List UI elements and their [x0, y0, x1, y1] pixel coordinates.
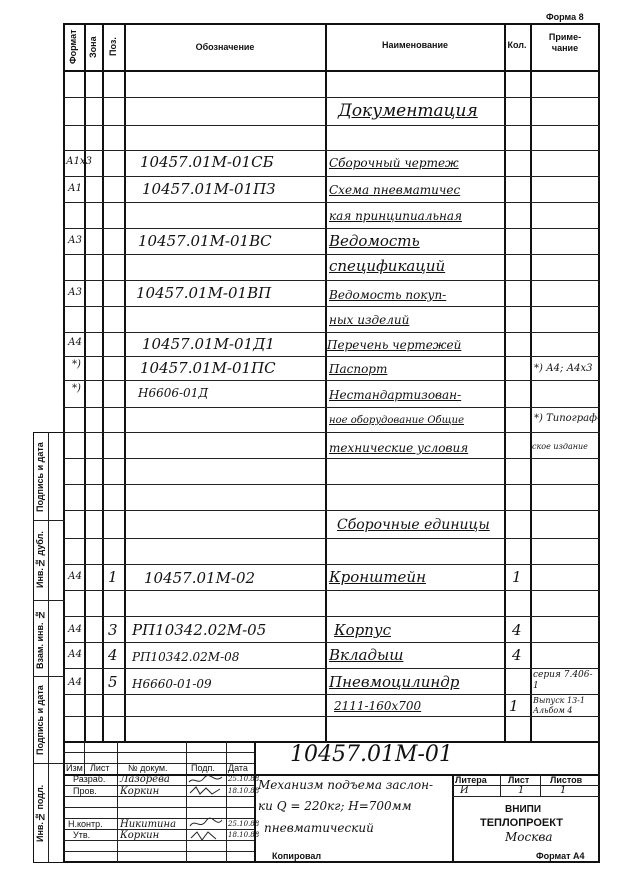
nkontr-date: 25.10.88 [228, 820, 260, 828]
row-designation: 10457.01М-01ПС [140, 359, 276, 377]
row-position: 5 [108, 673, 118, 691]
row-format: *) [72, 383, 81, 394]
nkontr-name: Никитина [120, 819, 177, 830]
row-designation: РП10342.02М-08 [132, 650, 240, 664]
header-zone: Зона [88, 36, 98, 58]
utv-name: Коркин [120, 830, 160, 841]
row-note: Выпуск 13-1 Альбом 4 [533, 696, 585, 715]
side-label-sign-date-2: Подпись и дата [35, 685, 45, 755]
side-label-orig-inv: Инв.№ подл. [35, 784, 45, 842]
title-line-3: пневматический [264, 821, 374, 835]
sheets-label: Листов [550, 775, 583, 785]
row-note: *) А4; А4х3 [534, 363, 593, 374]
row-format: А4 [68, 571, 82, 582]
row-format: А1 [68, 183, 82, 194]
row-note: *) Типограф- [534, 413, 601, 424]
prov-label: Пров. [73, 786, 97, 796]
row-format: А4 [68, 337, 82, 348]
nkontr-label: Н.контр. [68, 819, 103, 829]
org-line-2: ТЕПЛОПРОЕКТ [480, 817, 563, 829]
sheet-label: Лист [508, 775, 530, 785]
razrab-label: Разраб. [73, 774, 106, 784]
row-name: Сборочный чертеж [329, 156, 459, 170]
row-designation: 10457.01М-02 [144, 569, 256, 587]
form-label: Форма 8 [546, 12, 584, 22]
litera-label: Литера [455, 775, 487, 785]
row-designation: 10457.01М-01ВС [138, 232, 272, 250]
row-name: 2111-160х700 [334, 699, 422, 713]
razrab-name: Лазорева [120, 774, 170, 785]
row-name: Кронштейн [329, 568, 426, 586]
row-qty: 1 [509, 697, 519, 715]
header-note: Приме- чание [548, 32, 582, 53]
row-format: А3 [68, 235, 82, 246]
row-position: 1 [108, 568, 118, 586]
row-name: Нестандартизован- [329, 388, 462, 402]
col-sign: Подп. [191, 763, 215, 773]
row-position: 4 [108, 646, 118, 664]
row-qty: 1 [512, 568, 522, 586]
header-pos: Поз. [108, 37, 118, 57]
footer-format: Формат А4 [536, 851, 585, 861]
row-name: кая принципиальная [329, 209, 463, 223]
row-format: *) [72, 359, 81, 370]
prov-date: 18.10.88 [228, 787, 260, 795]
row-qty: 4 [512, 621, 522, 639]
side-label-replace-inv: Взам. инв. № [35, 609, 45, 669]
row-designation: 10457.01М-01ПЗ [142, 180, 276, 198]
row-designation: 10457.01М-01СБ [140, 153, 274, 171]
title-line-2: ки Q = 220кг; H=700мм [258, 799, 412, 813]
section-documentation: Документация [338, 101, 478, 121]
row-name: Ведомость покуп- [329, 288, 447, 302]
row-name: ных изделий [329, 313, 410, 327]
row-designation: 10457.01М-01Д1 [142, 335, 275, 353]
row-name: спецификаций [329, 257, 446, 275]
row-note: ское издание [532, 442, 588, 451]
row-designation: РП10342.02М-05 [132, 621, 267, 639]
row-format: А3 [68, 287, 82, 298]
row-name: технические условия [329, 441, 469, 455]
prov-name: Коркин [120, 786, 160, 797]
row-format: А4 [68, 649, 82, 660]
col-izm: Изм [66, 763, 83, 773]
row-name: Перечень чертежей [327, 338, 462, 352]
row-name: Ведомость [329, 232, 420, 250]
header-name: Наименование [381, 40, 449, 50]
row-name: Вкладыш [329, 646, 404, 664]
row-format: А4 [68, 624, 82, 635]
org-line-3: Москва [505, 830, 553, 844]
row-designation: 10457.01М-01ВП [136, 284, 272, 302]
org-line-1: ВНИПИ [505, 804, 542, 815]
utv-date: 18.10.88 [228, 831, 260, 839]
row-note: серия 7.406-1 [533, 670, 593, 691]
row-position: 3 [108, 621, 118, 639]
row-name: ное оборудование Общие [329, 415, 464, 426]
utv-label: Утв. [73, 830, 91, 840]
col-date: Дата [228, 763, 248, 773]
header-qty: Кол. [507, 40, 527, 50]
document-code: 10457.01М-01 [290, 742, 453, 767]
footer-copied: Копировал [272, 851, 322, 861]
row-qty: 4 [512, 646, 522, 664]
sheets-value: 1 [560, 785, 567, 796]
row-format: А1х3 [66, 156, 92, 167]
row-designation: Н6660-01-09 [132, 677, 212, 691]
col-list: Лист [90, 763, 110, 773]
row-name: Схема пневматичес [329, 183, 461, 197]
signature-marks [186, 774, 226, 852]
row-name: Паспорт [329, 362, 388, 376]
title-line-1: Механизм подъема заслон- [258, 778, 434, 792]
razrab-date: 25.10.88 [228, 775, 260, 783]
litera-value: И [460, 785, 469, 796]
header-designation: Обозначение [195, 42, 255, 52]
row-name: Пневмоцилиндр [329, 673, 460, 691]
section-assembly-units: Сборочные единицы [337, 517, 490, 533]
side-label-dup-inv: Инв.№ дубл. [35, 531, 45, 589]
side-label-sign-date-1: Подпись и дата [35, 442, 45, 512]
row-designation: Н6606-01Д [138, 386, 209, 400]
row-name: Корпус [334, 621, 392, 639]
header-format: Формат [68, 29, 78, 65]
row-format: А4 [68, 677, 82, 688]
col-docnum: № докум. [128, 763, 168, 773]
sheet-value: 1 [518, 785, 525, 796]
